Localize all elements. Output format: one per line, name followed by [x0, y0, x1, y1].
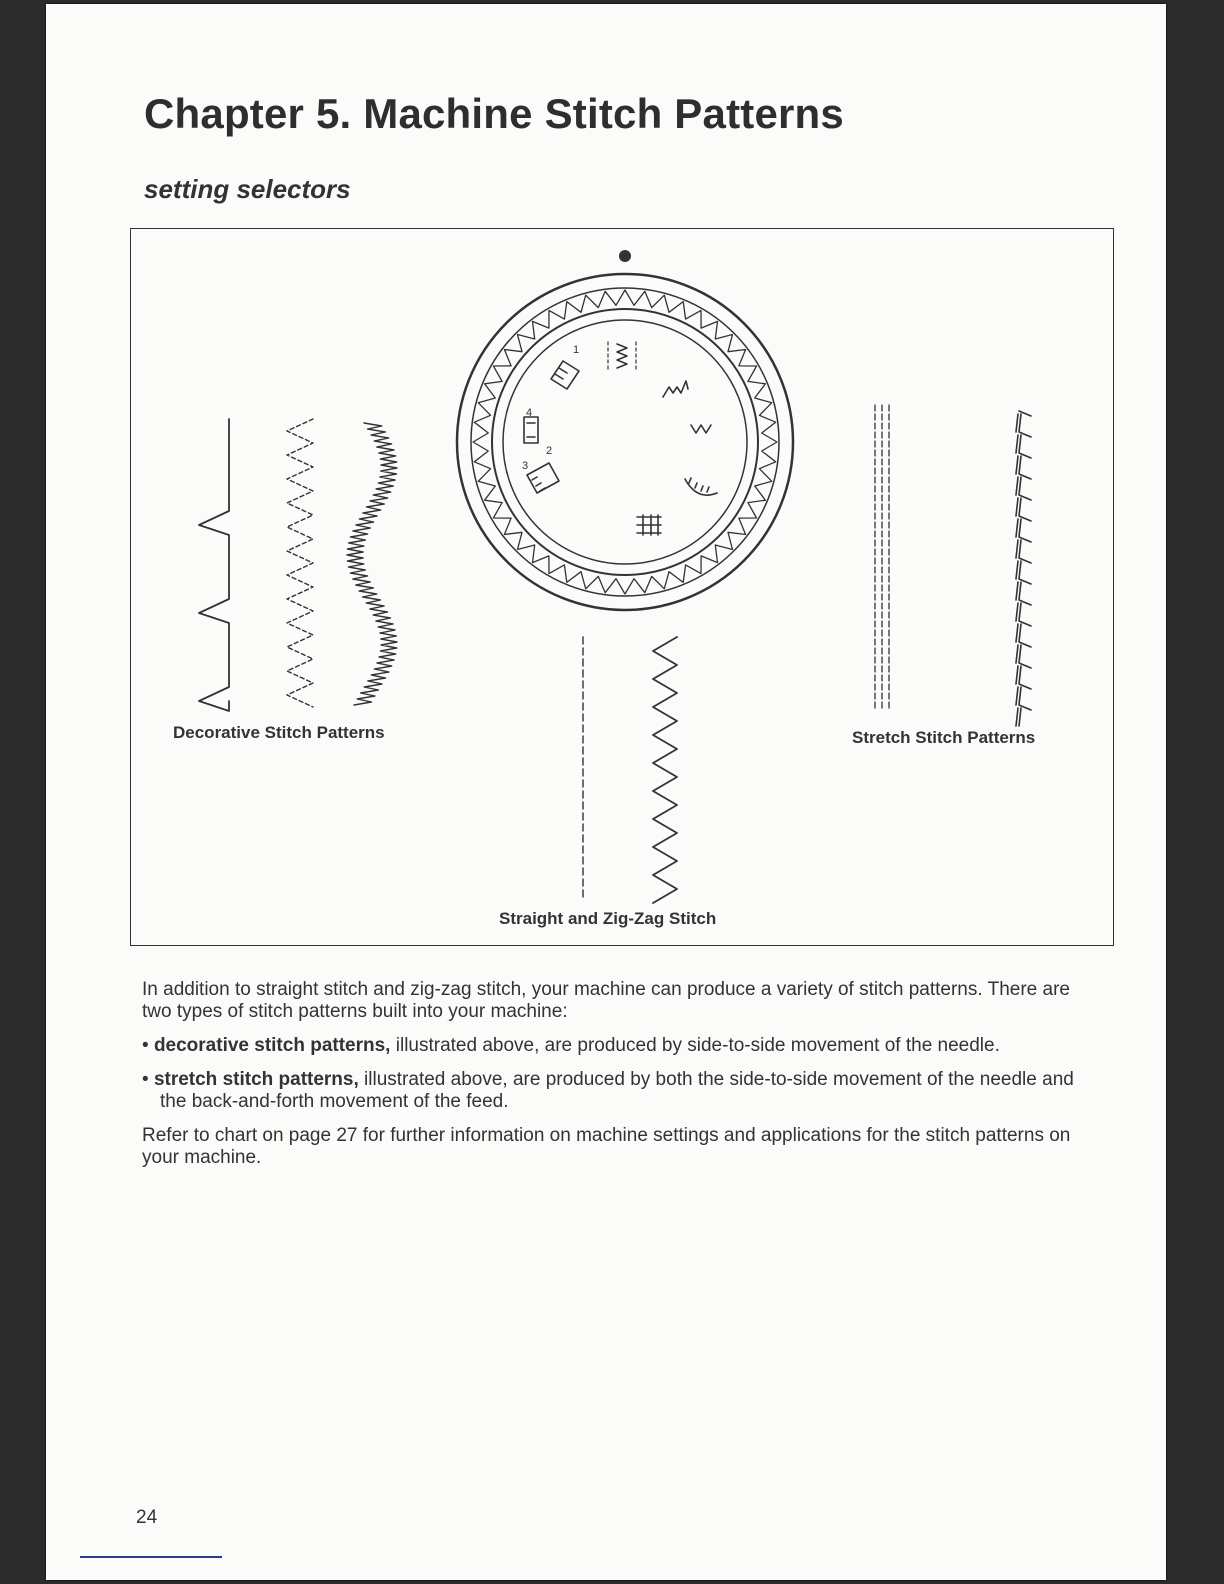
dial-crescent-symbol-icon: [685, 478, 717, 495]
bullet-stretch: [142, 1069, 1094, 1113]
bullet-text-stretch: illustrated above, are produced by both the side-to-side movement of the needle and the back-and-forth movement of the feed.: [160, 1069, 1074, 1112]
chapter-title: Chapter 5. Machine Stitch Patterns: [144, 90, 844, 137]
footer-rule: [80, 1556, 222, 1558]
page-number: 24: [136, 1507, 158, 1528]
dial-pattern-symbols-icon: [524, 342, 717, 535]
ric-rac-stretch-stitch-icon: [1016, 411, 1031, 726]
bullet-term-stretch: stretch stitch patterns,: [153, 1069, 359, 1090]
dial-buttonhole-3-icon: [527, 463, 559, 493]
dial-number-2: 2: [546, 445, 553, 457]
stretch-caption: Stretch Stitch Patterns: [852, 728, 1036, 747]
bullet-term-decorative: decorative stitch patterns,: [153, 1035, 391, 1056]
stitch-figure: [130, 228, 1114, 946]
bullet-decorative: [142, 1035, 1094, 1057]
stitch-illustration: [131, 229, 1115, 947]
dial-number-4: 4: [526, 407, 533, 419]
straight-zigzag-caption: Straight and Zig-Zag Stitch: [499, 909, 717, 928]
zigzag-stitch-icon: [653, 637, 677, 903]
closing-paragraph: Refer to chart on page 27 for further information on machine settings and applications for the stitch patterns on your machine.: [142, 1125, 1071, 1168]
selector-dial-icon: [457, 250, 793, 610]
dial-zigzag-symbol-icon: [617, 344, 627, 368]
manual-page: [46, 4, 1166, 1580]
section-title: setting selectors: [144, 174, 351, 204]
bullet-marker: •: [142, 1069, 149, 1090]
dial-scallop-symbol-icon: [663, 381, 688, 397]
multistitch-zigzag-pattern-icon: [287, 419, 313, 707]
bullet-marker: •: [142, 1035, 149, 1056]
scallop-satin-pattern-icon: [347, 423, 397, 705]
straight-stretch-stitch-icon: [875, 405, 889, 711]
dial-serration-icon: [473, 290, 777, 594]
body-text: [142, 979, 1094, 1181]
intro-paragraph: In addition to straight stitch and zig-zag stitch, your machine can produce a variety of stitch patterns. There are two types of stitch patterns built into your machine:: [142, 979, 1070, 1022]
dial-buttonhole-1-icon: [551, 361, 579, 389]
dial-number-1: 1: [573, 344, 580, 356]
decorative-caption: Decorative Stitch Patterns: [173, 723, 385, 742]
dial-multizigzag-symbol-icon: [691, 425, 711, 433]
dial-overlock-symbol-icon: [637, 515, 661, 535]
blindstitch-pattern-icon: [199, 419, 229, 711]
dial-buttonhole-2-icon: [524, 417, 538, 443]
bullet-text-decorative: illustrated above, are produced by side-to-side movement of the needle.: [390, 1035, 1000, 1056]
dial-indicator-dot-icon: [619, 250, 631, 262]
dial-number-3: 3: [522, 460, 529, 472]
